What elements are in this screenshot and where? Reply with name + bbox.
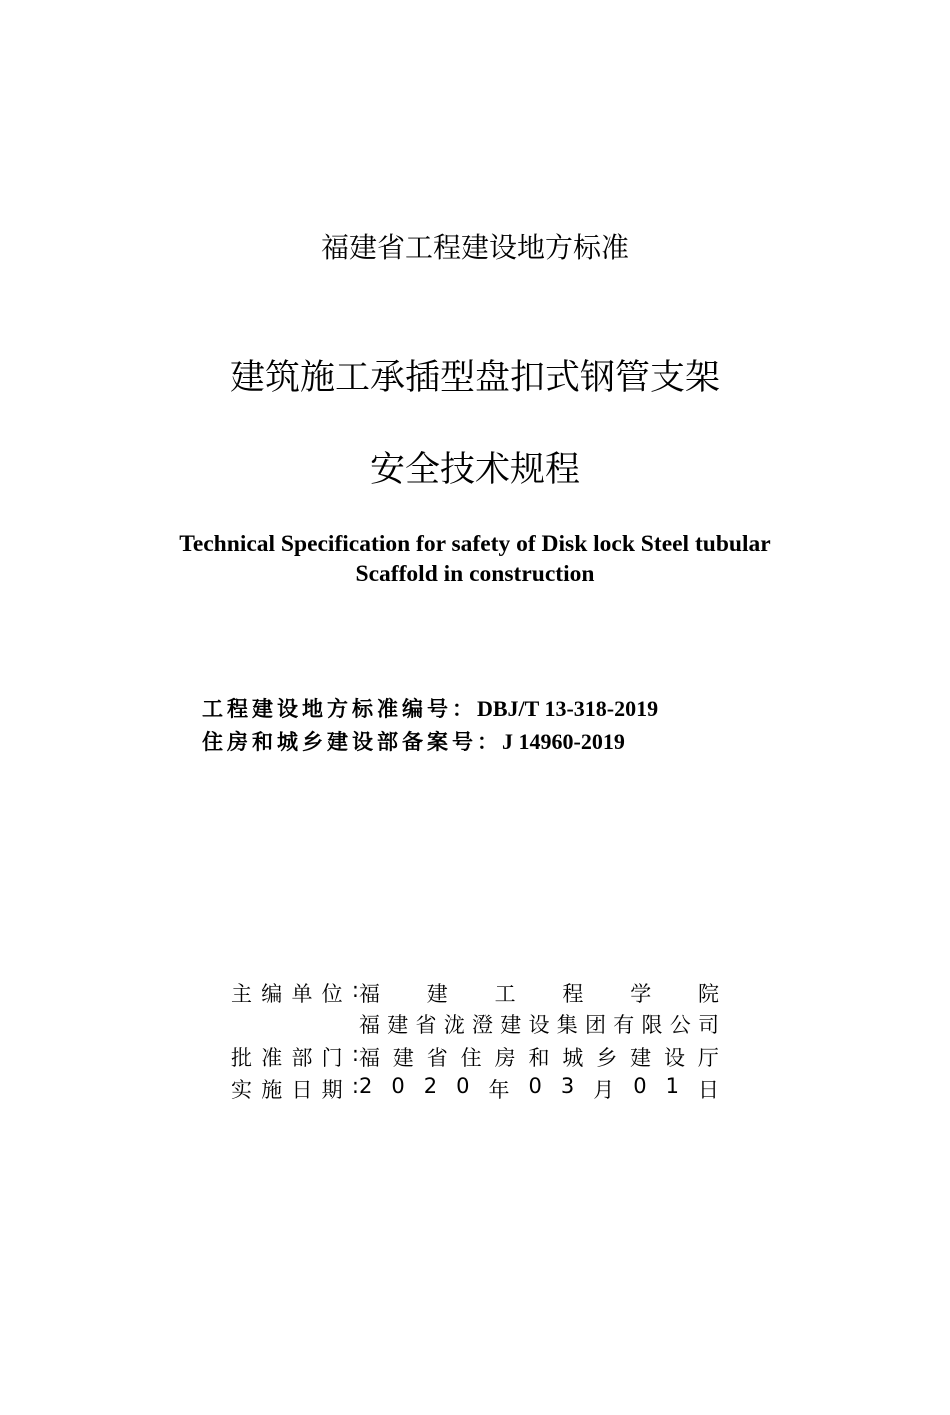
effective-date-row [231, 1072, 719, 1106]
char: 门 [321, 1046, 343, 1070]
char: 月 [593, 1078, 615, 1102]
char: 泷 [443, 1013, 465, 1037]
char: 厅 [697, 1046, 719, 1070]
char: : [351, 978, 359, 1002]
document-title-line-2: 安全技术规程 [369, 450, 580, 490]
standard-number-line [202, 694, 658, 724]
char: 日 [291, 1078, 313, 1102]
char: 福 [359, 1013, 380, 1037]
char: 司 [698, 1013, 719, 1037]
char: 建 [387, 1013, 409, 1037]
char: 限 [641, 1013, 663, 1037]
char: 集 [556, 1013, 578, 1037]
standard-number-label: 工程建设地方标准编号： [202, 697, 477, 721]
standard-category-heading: 福建省工程建设地方标准 [320, 231, 629, 264]
editor-unit-2 [359, 1009, 719, 1039]
char: 建 [500, 1013, 522, 1037]
char: 设 [664, 1046, 686, 1070]
char: 福 [359, 982, 380, 1006]
filing-number-value: J 14960-2019 [502, 729, 625, 754]
char: 建 [426, 982, 448, 1006]
char: 3 [560, 1074, 575, 1098]
char: 建 [392, 1046, 414, 1070]
char: 程 [562, 982, 584, 1006]
char: 房 [494, 1046, 516, 1070]
char: 和 [528, 1046, 550, 1070]
char: 福 [359, 1046, 380, 1070]
english-title [0, 529, 950, 589]
effective-date-value [359, 1074, 719, 1104]
char: 部 [291, 1046, 313, 1070]
char: 乡 [596, 1046, 618, 1070]
char: 住 [460, 1046, 482, 1070]
english-title-line-2: Scaffold in construction [355, 561, 595, 587]
char: 位 [321, 982, 343, 1006]
char: 工 [494, 982, 516, 1006]
char: 施 [261, 1078, 283, 1102]
filing-number-label: 住房和城乡建设部备案号： [202, 730, 502, 754]
editor-unit-row [231, 976, 719, 1010]
char: 单 [291, 982, 313, 1006]
char: 年 [488, 1078, 510, 1102]
char: 院 [697, 982, 719, 1006]
char: 公 [669, 1013, 691, 1037]
char: 1 [665, 1074, 679, 1098]
char: 期 [321, 1078, 343, 1102]
char: 实 [231, 1078, 252, 1102]
char: 省 [426, 1046, 448, 1070]
char: : [351, 1042, 359, 1066]
approver-value [359, 1042, 719, 1072]
editor-unit-row-2 [231, 1007, 719, 1041]
char: 有 [613, 1013, 635, 1037]
filing-number-line [202, 727, 625, 757]
approver-row [231, 1040, 719, 1074]
approver-label [231, 1042, 359, 1072]
char: 日 [698, 1078, 719, 1102]
standard-number-value: DBJ/T 13-318-2019 [477, 696, 659, 721]
editor-unit-1 [359, 978, 719, 1008]
char: 主 [231, 982, 252, 1006]
char: 批 [231, 1046, 252, 1070]
document-title-line-1: 建筑施工承插型盘扣式钢管支架 [229, 358, 720, 398]
char: 团 [585, 1013, 606, 1037]
char: 省 [415, 1013, 437, 1037]
char: : [351, 1074, 359, 1098]
char: 0 [456, 1074, 470, 1098]
english-title-line-1: Technical Specification for safety of Disk lock Steel tubular [179, 531, 771, 557]
char: 准 [261, 1046, 283, 1070]
editor-label [231, 978, 359, 1008]
char: 0 [633, 1074, 647, 1098]
char: 0 [391, 1074, 405, 1098]
char: 建 [630, 1046, 652, 1070]
char: 编 [261, 982, 283, 1006]
char: 2 [359, 1074, 373, 1098]
char: 城 [562, 1046, 584, 1070]
char: 澄 [472, 1013, 493, 1037]
char: 学 [630, 982, 652, 1006]
char: 0 [528, 1074, 542, 1098]
effective-date-label [231, 1074, 359, 1104]
char: 设 [528, 1013, 550, 1037]
char: 2 [423, 1074, 438, 1098]
